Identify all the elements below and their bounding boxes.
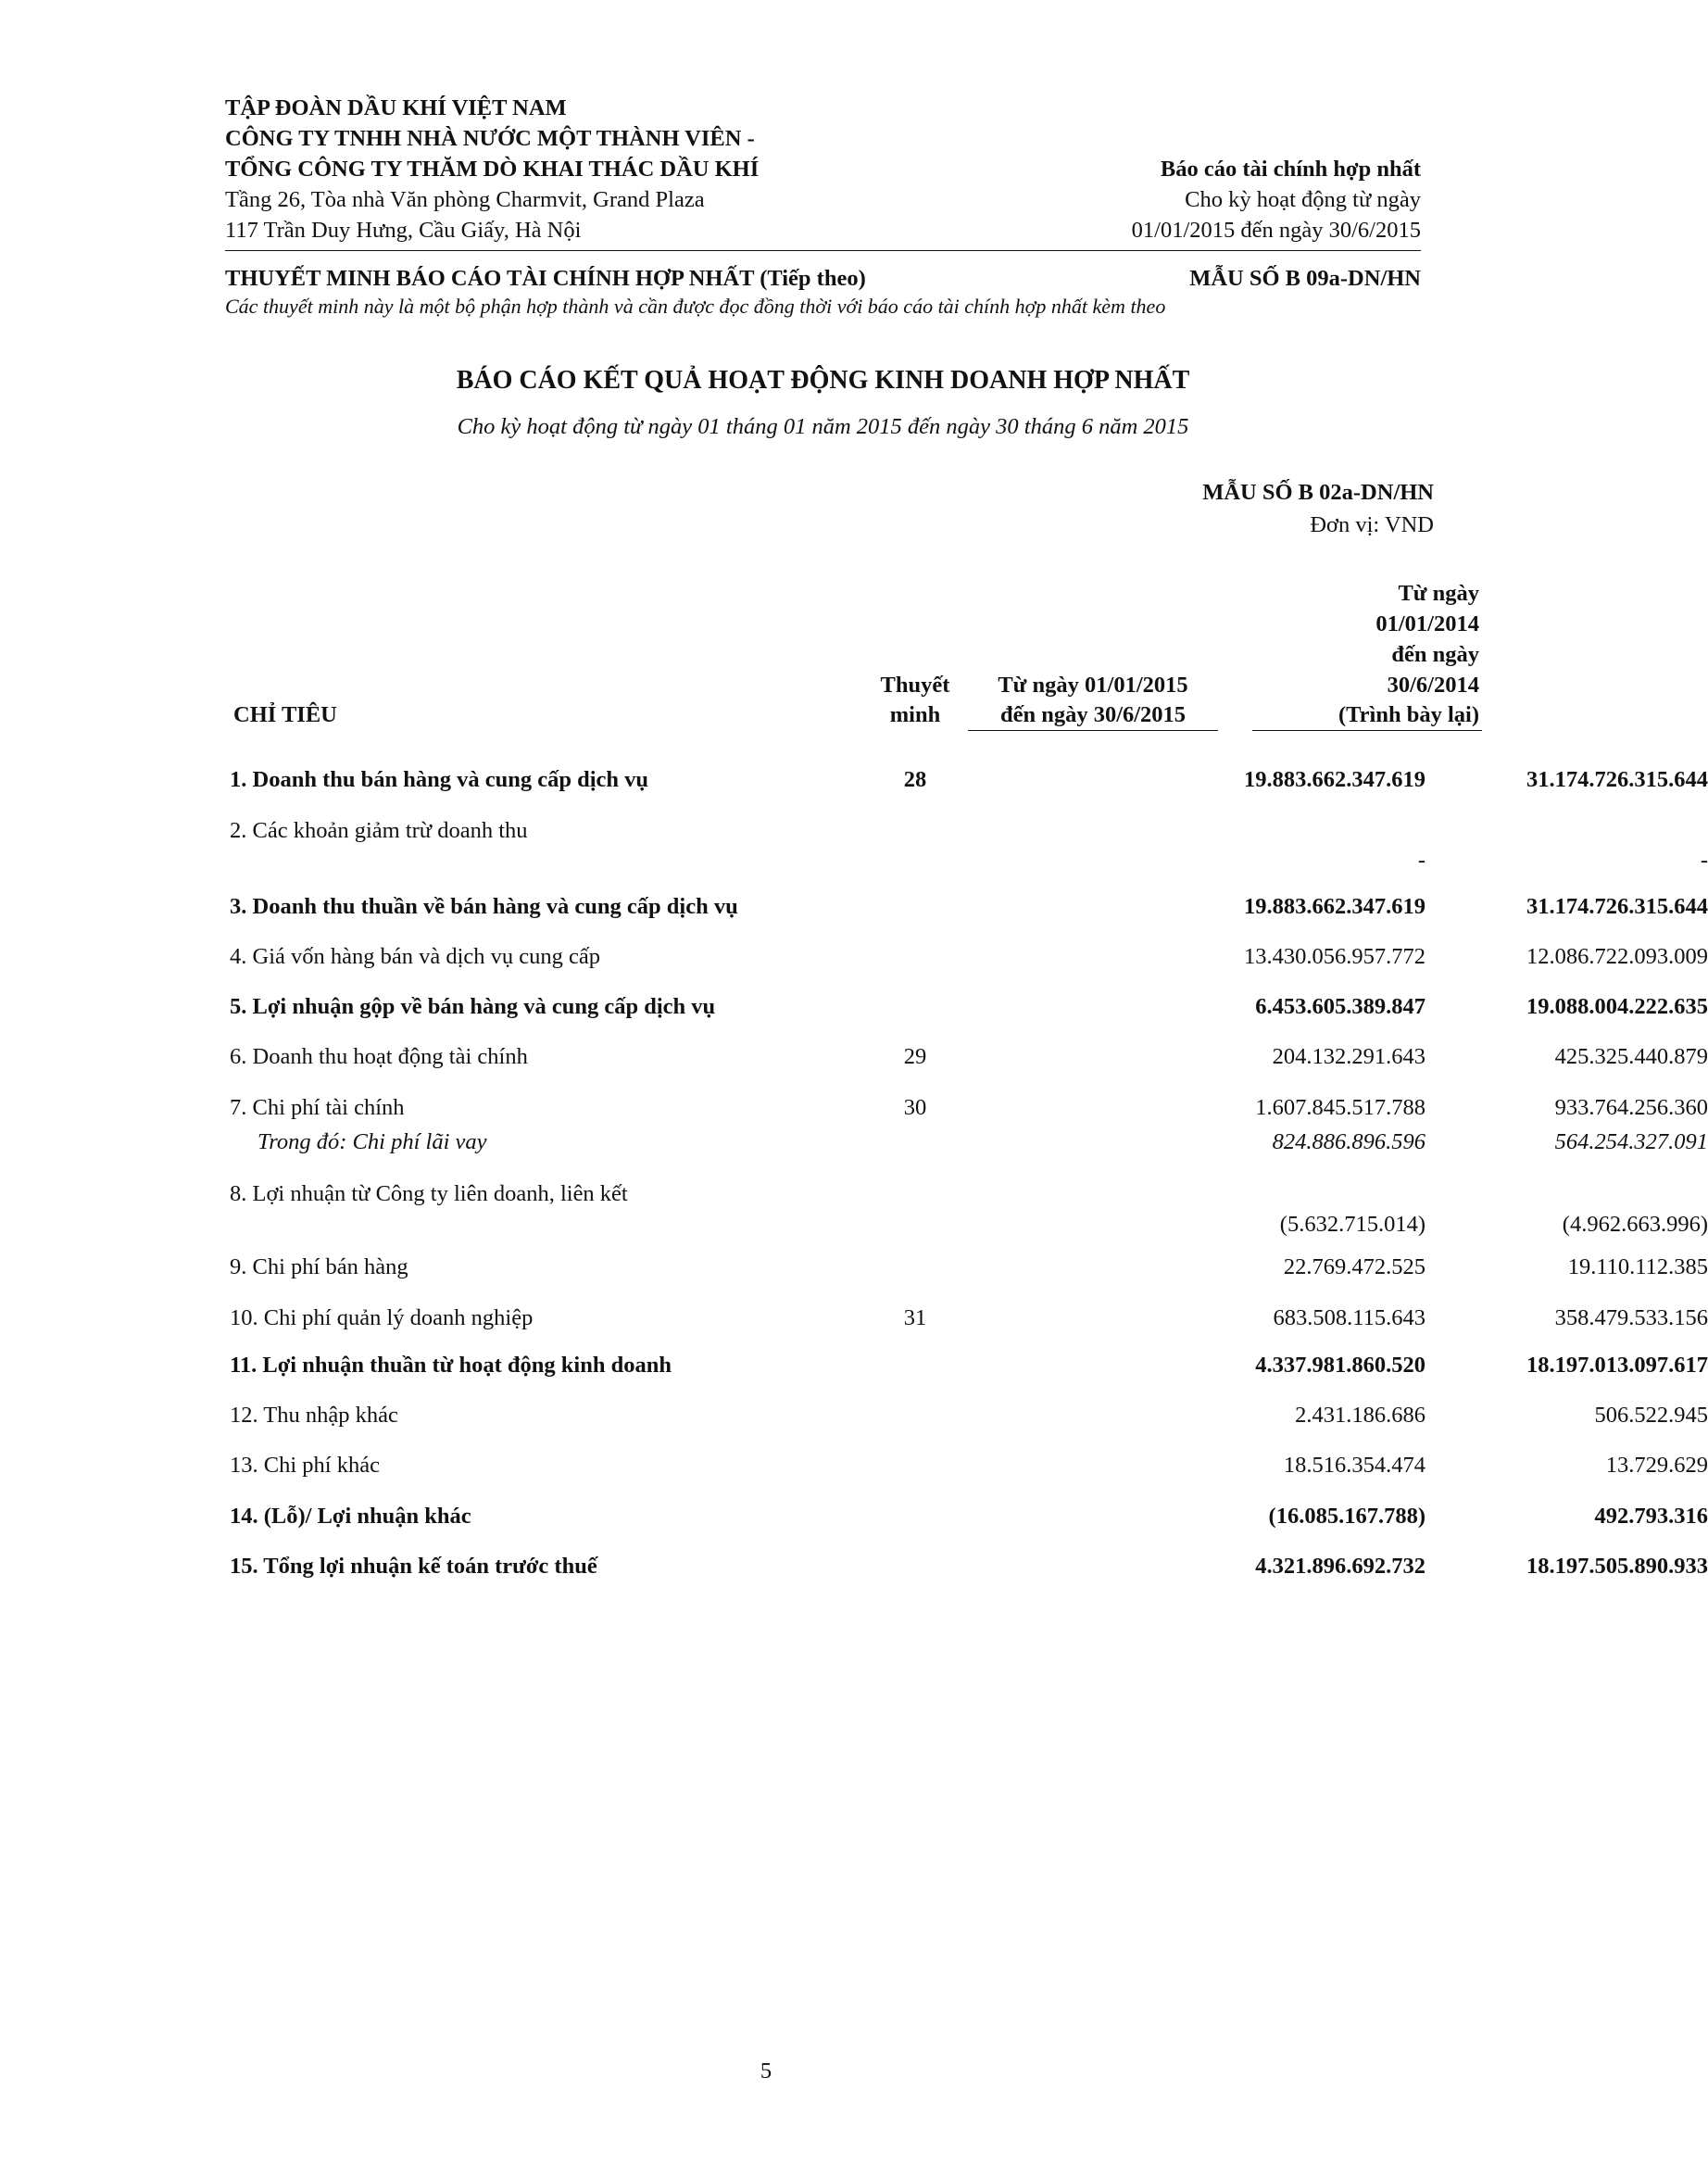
row-label: 7. Chi phí tài chính xyxy=(230,1095,405,1120)
header-group-name: TẬP ĐOÀN DẦU KHÍ VIỆT NAM xyxy=(225,95,567,120)
row-value-current: 22.769.472.525 xyxy=(1283,1254,1425,1279)
row-value-prior: 425.325.440.879 xyxy=(1554,1044,1708,1069)
row-label: 11. Lợi nhuận thuần từ hoạt động kinh doanh xyxy=(230,1353,672,1378)
row-note: 30 xyxy=(903,1095,927,1120)
row-label: 1. Doanh thu bán hàng và cung cấp dịch vụ xyxy=(230,767,649,792)
row-value-prior: 31.174.726.315.644 xyxy=(1526,767,1708,792)
row-label: 9. Chi phí bán hàng xyxy=(230,1254,408,1279)
row-value-prior: 13.729.629 xyxy=(1605,1453,1708,1478)
column-heading-note-1: Thuyết xyxy=(880,673,950,698)
column-heading-prior-5: (Trình bày lại) xyxy=(1338,702,1479,727)
row-value-prior: 19.088.004.222.635 xyxy=(1526,994,1708,1019)
row-label: 14. (Lỗ)/ Lợi nhuận khác xyxy=(230,1504,471,1529)
notes-subtitle: Các thuyết minh này là một bộ phận hợp thành và cần được đọc đồng thời với báo cáo tài chính hợp nhất kèm theo xyxy=(225,295,1166,318)
column-heading-prior-rule xyxy=(1252,730,1482,731)
report-period: Cho kỳ hoạt động từ ngày 01 tháng 01 năm 2015 đến ngày 30 tháng 6 năm 2015 xyxy=(457,414,1189,439)
header-company-line: CÔNG TY TNHH NHÀ NƯỚC MỘT THÀNH VIÊN - xyxy=(225,126,755,151)
row-value-prior: 506.522.945 xyxy=(1594,1403,1708,1428)
row-label: Trong đó: Chi phí lãi vay xyxy=(257,1129,487,1154)
row-value-current: 18.516.354.474 xyxy=(1283,1453,1425,1478)
row-value-current: 4.321.896.692.732 xyxy=(1255,1554,1425,1579)
header-period-range: 01/01/2015 đến ngày 30/6/2015 xyxy=(1131,218,1421,243)
column-heading-current-rule xyxy=(968,730,1218,731)
row-value-prior: 31.174.726.315.644 xyxy=(1526,894,1708,919)
row-value-current: (16.085.167.788) xyxy=(1268,1504,1425,1529)
row-label: 8. Lợi nhuận từ Công ty liên doanh, liên kết xyxy=(230,1181,628,1206)
notes-form-code: MẪU SỐ B 09a-DN/HN xyxy=(1189,266,1421,291)
header-rule xyxy=(225,250,1421,251)
row-label: 13. Chi phí khác xyxy=(230,1453,380,1478)
row-value-current: 4.337.981.860.520 xyxy=(1255,1353,1425,1378)
row-value-current: 204.132.291.643 xyxy=(1272,1044,1425,1069)
row-value-current: 19.883.662.347.619 xyxy=(1244,767,1425,792)
column-heading-prior-1: Từ ngày xyxy=(1398,581,1479,606)
row-label: 2. Các khoản giảm trừ doanh thu xyxy=(230,818,528,843)
column-heading-current-2: đến ngày 30/6/2015 xyxy=(999,702,1187,727)
row-label: 4. Giá vốn hàng bán và dịch vụ cung cấp xyxy=(230,944,601,969)
row-value-current: 13.430.056.957.772 xyxy=(1244,944,1425,969)
row-value-current: 6.453.605.389.847 xyxy=(1255,994,1425,1019)
row-value-prior: 18.197.505.890.933 xyxy=(1526,1554,1708,1579)
column-heading-item: CHỈ TIÊU xyxy=(233,702,337,727)
header-address-2: 117 Trần Duy Hưng, Cầu Giấy, Hà Nội xyxy=(225,218,582,243)
column-heading-current-1: Từ ngày 01/01/2015 xyxy=(998,673,1188,698)
page-number: 5 xyxy=(760,2059,772,2084)
row-value-current: 683.508.115.643 xyxy=(1273,1305,1425,1330)
row-value-current: - xyxy=(1417,848,1425,873)
row-label: 5. Lợi nhuận gộp về bán hàng và cung cấp dịch vụ xyxy=(230,994,716,1019)
column-heading-prior-4: 30/6/2014 xyxy=(1387,673,1479,698)
column-heading-prior-3: đến ngày xyxy=(1391,642,1479,667)
header-corporation-name: TỔNG CÔNG TY THĂM DÒ KHAI THÁC DẦU KHÍ xyxy=(225,157,760,182)
column-heading-prior-2: 01/01/2014 xyxy=(1375,611,1479,636)
row-value-prior: - xyxy=(1700,848,1708,873)
row-value-prior: 18.197.013.097.617 xyxy=(1526,1353,1708,1378)
row-label: 10. Chi phí quản lý doanh nghiệp xyxy=(230,1305,534,1330)
column-heading-note-2: minh xyxy=(889,702,941,727)
header-address-1: Tầng 26, Tòa nhà Văn phòng Charmvit, Grand Plaza xyxy=(225,187,705,212)
report-title: BÁO CÁO KẾT QUẢ HOẠT ĐỘNG KINH DOANH HỢP NHẤT xyxy=(456,366,1190,395)
row-label: 6. Doanh thu hoạt động tài chính xyxy=(230,1044,528,1069)
row-value-current: 1.607.845.517.788 xyxy=(1255,1095,1425,1120)
row-value-prior: 358.479.533.156 xyxy=(1554,1305,1708,1330)
row-value-prior: 12.086.722.093.009 xyxy=(1526,944,1708,969)
row-value-current: (5.632.715.014) xyxy=(1279,1212,1425,1237)
row-note: 31 xyxy=(903,1305,927,1330)
row-label: 12. Thu nhập khác xyxy=(230,1403,398,1428)
row-label: 3. Doanh thu thuần về bán hàng và cung cấp dịch vụ xyxy=(230,894,738,919)
row-value-prior: 19.110.112.385 xyxy=(1567,1254,1708,1279)
row-value-current: 2.431.186.686 xyxy=(1295,1403,1425,1428)
row-value-prior: 492.793.316 xyxy=(1594,1504,1708,1529)
notes-title: THUYẾT MINH BÁO CÁO TÀI CHÍNH HỢP NHẤT (Tiếp theo) xyxy=(225,266,866,291)
header-report-type: Báo cáo tài chính hợp nhất xyxy=(1160,157,1421,182)
row-value-current: 824.886.896.596 xyxy=(1272,1129,1425,1154)
row-value-current: 19.883.662.347.619 xyxy=(1244,894,1425,919)
row-note: 29 xyxy=(903,1044,927,1069)
row-value-prior: (4.962.663.996) xyxy=(1562,1212,1708,1237)
row-note: 28 xyxy=(903,767,927,792)
row-value-prior: 564.254.327.091 xyxy=(1554,1129,1708,1154)
report-unit: Đơn vị: VND xyxy=(1310,512,1434,537)
header-period-label: Cho kỳ hoạt động từ ngày xyxy=(1185,187,1421,212)
row-value-prior: 933.764.256.360 xyxy=(1554,1095,1708,1120)
report-form-code: MẪU SỐ B 02a-DN/HN xyxy=(1202,480,1434,505)
row-label: 15. Tổng lợi nhuận kế toán trước thuế xyxy=(230,1554,597,1579)
